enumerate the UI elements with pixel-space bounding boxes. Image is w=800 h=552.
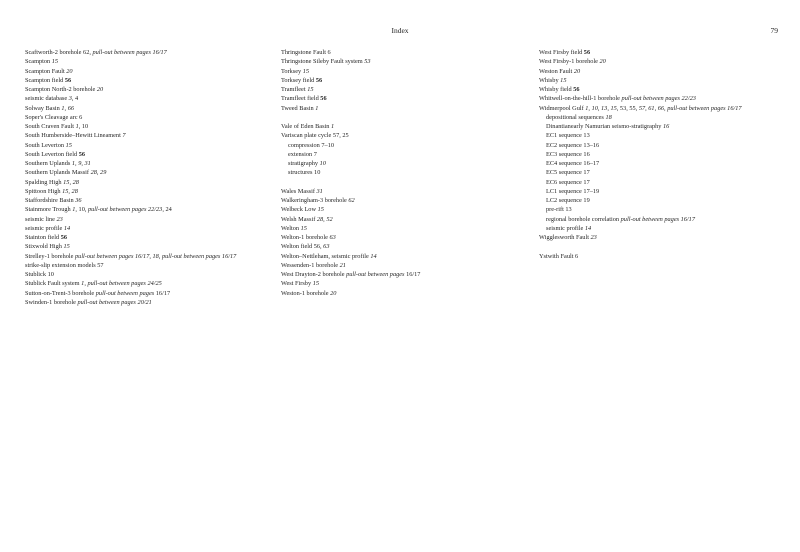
entry-text: Stainton field	[25, 234, 61, 241]
entry-text: Wigglesworth Fault	[539, 234, 591, 241]
index-entry	[25, 113, 275, 122]
page-ref-bold: 56	[315, 76, 323, 84]
entry-text: Thringstone Fault 6	[281, 49, 331, 56]
entry-text: Solway Basin	[25, 104, 62, 112]
index-subentry	[539, 205, 789, 214]
entry-text: ,	[158, 252, 162, 260]
index-entry	[25, 242, 275, 251]
index-entry	[281, 270, 531, 279]
index-entry	[25, 298, 275, 307]
entry-text: Walkeringham-3 borehole	[281, 197, 349, 204]
entry-text: EC1 sequence 13	[546, 132, 590, 140]
index-entry	[25, 261, 275, 270]
entry-text: Ystwith Fault 6	[539, 252, 579, 260]
index-subentry	[281, 168, 531, 177]
entry-text: Spalding High	[25, 178, 64, 186]
index-subentry	[281, 159, 531, 168]
index-entry	[281, 67, 531, 76]
entry-text: , 24	[162, 206, 172, 214]
entry-text: Soper's Cleavage arc 6	[25, 113, 83, 121]
entry-text: Vale of Eden Basin	[281, 123, 332, 130]
page-ref-italic: 10	[319, 160, 326, 167]
entry-text: ,	[75, 160, 79, 167]
page-ref-italic: 16	[662, 123, 670, 130]
entry-text: ,	[69, 178, 73, 186]
section-gap	[281, 178, 531, 187]
page-ref-italic: 57	[638, 104, 646, 112]
entry-text: South Leverton	[25, 141, 66, 149]
index-entry	[539, 94, 789, 103]
page-ref-italic: 1	[61, 104, 65, 112]
index-entry	[25, 76, 275, 85]
index-entry	[25, 270, 275, 279]
index-entry	[25, 187, 275, 196]
entry-text: Torksey	[281, 67, 303, 75]
entry-text: Wessenden-1 borehole	[281, 261, 340, 269]
index-subentry	[539, 224, 789, 233]
page-ref-italic: 20	[330, 289, 337, 297]
entry-text: stratigraphy	[288, 160, 320, 167]
index-entry	[281, 48, 531, 57]
page-ref-italic: 1	[71, 160, 76, 167]
entry-text: South Leverton field	[25, 150, 79, 158]
index-entry	[25, 215, 275, 224]
index-entry	[281, 76, 531, 85]
index-subentry	[539, 150, 789, 159]
entry-text: Tramfleet field	[281, 95, 321, 103]
entry-text: Torksey field	[281, 76, 316, 84]
index-entry	[281, 279, 531, 288]
index-entry	[281, 57, 531, 66]
entry-text: Strelley-1 borehole	[25, 252, 76, 260]
page-ref-italic: 14	[584, 224, 592, 232]
page-ref-italic: 15	[312, 280, 319, 288]
entry-text: seismic line	[25, 215, 57, 223]
index-entry	[25, 141, 275, 150]
entry-text: Whisby field	[539, 86, 574, 93]
index-subentry	[539, 113, 789, 122]
page-ref-italic: 36	[75, 197, 82, 204]
index-entry	[25, 104, 275, 113]
index-entry	[539, 57, 789, 66]
page-ref-italic: pull-out between pages 16/17	[667, 104, 742, 112]
page-ref-italic: pull-out between pages 16/17	[161, 252, 237, 260]
page-ref-italic: 1	[81, 280, 85, 288]
index-entry	[281, 289, 531, 298]
entry-text: Scampton field	[25, 76, 65, 84]
index-entry	[539, 233, 789, 242]
entry-text: ,	[84, 280, 88, 288]
index-subentry	[539, 187, 789, 196]
entry-text: EC5 sequence 17	[546, 169, 590, 177]
entry-text: Scampton North-2 borehole	[25, 86, 97, 93]
entry-text: Swinden-1 borehole	[25, 298, 78, 306]
index-entry	[25, 224, 275, 233]
index-column-1	[25, 48, 275, 307]
page-ref-italic: 31	[84, 160, 91, 167]
entry-text: Welsh Massif	[281, 215, 317, 223]
entry-text: Stublick 10	[25, 271, 54, 278]
page-ref-italic: 15	[610, 104, 617, 112]
page-ref-italic: 14	[63, 224, 71, 232]
entry-text: Scampton Fault	[25, 67, 67, 75]
section-gap	[281, 113, 531, 122]
entry-text: West Firsby	[281, 280, 313, 288]
entry-text: strike-slip extension models 57	[25, 261, 104, 269]
index-subentry	[539, 141, 789, 150]
entry-text: South Humberside–Hewitt Lineament	[25, 132, 123, 140]
index-entry	[281, 233, 531, 242]
page-ref-italic: 20	[96, 86, 104, 93]
page-ref-italic: 28	[71, 187, 78, 195]
page-ref-italic: 28	[72, 178, 79, 186]
page-ref-italic: 15	[300, 224, 307, 232]
page-ref-italic: 15	[302, 67, 310, 75]
entry-text: ,	[664, 104, 668, 112]
page-ref-bold: 56	[78, 150, 85, 158]
page-number: 79	[770, 26, 778, 35]
index-entry	[25, 233, 275, 242]
index-entry	[539, 48, 789, 57]
entry-text: EC4 sequence 16–17	[546, 160, 600, 167]
entry-text: Whisby	[539, 76, 561, 84]
index-entry	[25, 196, 275, 205]
index-entry	[25, 205, 275, 214]
entry-text: ,	[149, 252, 153, 260]
index-entry	[25, 122, 275, 131]
entry-text: 16/17	[404, 271, 421, 278]
index-entry	[281, 94, 531, 103]
page-ref-italic: pull-out between pages	[346, 271, 405, 278]
page-ref-bold: 56	[573, 86, 580, 93]
entry-text: Weston-1 borehole	[281, 289, 331, 297]
entry-text: ,	[323, 215, 327, 223]
entry-text: Stainmore Trough	[25, 206, 73, 214]
index-entry	[25, 279, 275, 288]
index-entry	[281, 215, 531, 224]
index-subentry	[539, 131, 789, 140]
page-ref-italic: 53	[364, 58, 371, 66]
entry-text: ,	[96, 169, 101, 177]
entry-text: seismic profile	[546, 224, 585, 232]
page-ref-italic: 61	[648, 104, 655, 112]
entry-text: ,	[68, 187, 72, 195]
index-entry	[281, 252, 531, 261]
index-entry	[25, 67, 275, 76]
index-entry	[25, 85, 275, 94]
page-ref-italic: pull-out between pages	[95, 289, 155, 297]
entry-text: pre-rift 13	[546, 206, 572, 214]
entry-text: Scaftworth-2 borehole 62,	[25, 49, 93, 56]
index-entry	[539, 85, 789, 94]
index-entry	[539, 104, 789, 113]
page-ref-italic: 66	[67, 104, 74, 112]
page-ref-bold: 56	[60, 234, 67, 241]
index-entry	[281, 131, 531, 140]
page-ref-bold: 56	[320, 95, 327, 103]
index-subentry	[539, 178, 789, 187]
page-ref-italic: 15	[51, 58, 59, 66]
page-ref-italic: pull-out between pages 24/25	[87, 280, 162, 288]
index-entry	[25, 168, 275, 177]
entry-text: Sutton-on-Trent-3 borehole	[25, 289, 96, 297]
page-ref-italic: 52	[326, 215, 333, 223]
page-ref-italic: 29	[100, 169, 107, 177]
index-subentry	[539, 196, 789, 205]
entry-text: LC1 sequence 17–19	[546, 187, 600, 195]
index-column-3	[539, 48, 789, 261]
index-entry	[281, 85, 531, 94]
page-ref-italic: 20	[599, 58, 606, 66]
index-entry	[281, 104, 531, 113]
page-ref-italic: 18	[152, 252, 159, 260]
entry-text: ,	[654, 104, 658, 112]
page-ref-italic: 1	[331, 123, 335, 130]
index-entry	[281, 122, 531, 131]
index-entry	[539, 76, 789, 85]
entry-text: regional borehole correlation	[546, 215, 621, 223]
index-entry	[281, 187, 531, 196]
page-ref-italic: 15	[560, 76, 567, 84]
entry-text: , 10	[78, 123, 89, 130]
page-ref-italic: 28	[90, 169, 97, 177]
entry-text: Variscan plate cycle 57, 25	[281, 132, 349, 140]
page-ref-italic: 15	[62, 187, 69, 195]
index-entry	[25, 48, 275, 57]
page-ref-italic: 31	[316, 187, 323, 195]
entry-text: 16/17	[154, 289, 171, 297]
page-ref-italic: pull-out between pages 16/17	[75, 252, 150, 260]
page-ref-italic: 66	[657, 104, 665, 112]
entry-text: depositional sequences	[546, 113, 606, 121]
index-subentry	[539, 168, 789, 177]
index-subentry	[281, 150, 531, 159]
entry-text: Tweed Basin	[281, 104, 316, 112]
page-ref-italic: 62	[348, 197, 355, 204]
index-entry	[25, 150, 275, 159]
entry-text: Southern Uplands	[25, 160, 72, 167]
page-ref-italic: 15	[63, 178, 70, 186]
page-ref-italic: 23	[56, 215, 63, 223]
entry-text: Welton	[281, 224, 301, 232]
entry-text: Dinantianearly Namurian seismo-stratigraphy	[546, 123, 663, 130]
page-ref-italic: 20	[573, 67, 581, 75]
entry-text: LC2 sequence 19	[546, 197, 590, 204]
entry-text: West Firsby field	[539, 49, 584, 56]
page-ref-italic: 15	[63, 243, 70, 251]
entry-text: Weston Fault	[539, 67, 574, 75]
entry-text: ,	[597, 104, 602, 112]
index-entry	[25, 57, 275, 66]
entry-text: Scampton	[25, 58, 52, 66]
index-entry	[281, 224, 531, 233]
entry-text: West Firsby-1 borehole	[539, 58, 600, 66]
entry-text: Staffordshire Basin	[25, 197, 76, 204]
index-subentry	[281, 141, 531, 150]
entry-text: seismic profile	[25, 224, 64, 232]
index-subentry	[539, 215, 789, 224]
entry-text: Welbeck Low	[281, 206, 318, 214]
page-ref-italic: 15	[65, 141, 72, 149]
index-entry	[539, 252, 789, 261]
index-entry	[281, 242, 531, 251]
entry-text: Welton field 56,	[281, 243, 324, 251]
entry-text: Southern Uplands Massif	[25, 169, 91, 177]
page-ref-italic: 14	[370, 252, 377, 260]
page-ref-italic: pull-out between pages 20/21	[77, 298, 152, 306]
page-ref-italic: 1	[585, 104, 589, 112]
entry-text: Whitwell-on-the-hill-1 borehole	[539, 95, 622, 103]
page-ref-italic: 1	[75, 123, 79, 130]
entry-text: ,	[81, 160, 85, 167]
page-ref-italic: 63	[323, 243, 330, 251]
index-entry	[25, 131, 275, 140]
page-ref-italic: 10	[591, 104, 598, 112]
page-ref-italic: 15	[317, 206, 324, 214]
entry-text: Thringstone Sileby Fault system	[281, 58, 365, 66]
page-ref-bold: 56	[64, 76, 72, 84]
entry-text: EC3 sequence 16	[546, 150, 590, 158]
page-ref-italic: pull-out between pages 22/23	[621, 95, 696, 103]
entry-text: Spittoon High	[25, 187, 63, 195]
index-entry	[25, 289, 275, 298]
index-entry	[25, 159, 275, 168]
page-ref-italic: pull-out between pages 16/17	[620, 215, 695, 223]
index-entry	[25, 252, 275, 261]
page-ref-italic: 23	[590, 234, 597, 241]
page-ref-italic: 1	[315, 104, 319, 112]
page-ref-italic: pull-out between pages 16/17	[92, 49, 167, 56]
index-subentry	[539, 122, 789, 131]
entry-text: South Craven Fault	[25, 123, 76, 130]
page-ref-italic: 13	[601, 104, 608, 112]
entry-text: , 10,	[75, 206, 88, 214]
running-header-title: Index	[391, 26, 409, 35]
entry-text: EC2 sequence 13–16	[546, 141, 600, 149]
page-ref-italic: 21	[339, 261, 346, 269]
entry-text: ,	[645, 104, 649, 112]
entry-text: Tramfleet	[281, 86, 308, 93]
entry-text: Wales Massif	[281, 187, 317, 195]
page-ref-italic: 1	[72, 206, 76, 214]
index-entry	[281, 261, 531, 270]
page-ref-italic: pull-out between pages 22/23	[87, 206, 163, 214]
page-ref-italic: 20	[66, 67, 73, 75]
index-subentry	[539, 159, 789, 168]
index-entry	[281, 205, 531, 214]
page-ref-italic: 3	[68, 95, 72, 103]
entry-text: Welton–Nettleham, seismic profile	[281, 252, 371, 260]
entry-text: extension 7	[288, 150, 317, 158]
entry-text: , 4	[71, 95, 79, 103]
index-entry	[25, 94, 275, 103]
index-entry	[281, 196, 531, 205]
entry-text: West Drayton-2 borehole	[281, 271, 347, 278]
entry-text: structures 10	[288, 169, 321, 177]
entry-text: EC6 sequence 17	[546, 178, 590, 186]
page-ref-bold: 56	[583, 49, 591, 56]
section-gap	[539, 242, 789, 251]
page-ref-italic: 63	[329, 234, 336, 241]
page-ref-italic: 9	[78, 160, 82, 167]
entry-text: ,	[588, 104, 592, 112]
entry-text: Stublick Fault system	[25, 280, 82, 288]
page-ref-italic: 7	[122, 132, 126, 140]
entry-text: Welton-1 borehole	[281, 234, 330, 241]
entry-text: , 53, 55,	[616, 104, 639, 112]
page-ref-italic: 15	[307, 86, 314, 93]
entry-text: Widmerpool Gulf	[539, 104, 586, 112]
entry-text: Stixwold High	[25, 243, 64, 251]
page-ref-italic: 18	[605, 113, 612, 121]
entry-text: ,	[607, 104, 611, 112]
index-entry	[539, 67, 789, 76]
entry-text: compression 7–10	[288, 141, 334, 149]
index-column-2	[281, 48, 531, 298]
page-ref-italic: 28	[316, 215, 324, 223]
entry-text: seismic database	[25, 95, 69, 103]
index-entry	[25, 178, 275, 187]
entry-text: ,	[64, 104, 68, 112]
